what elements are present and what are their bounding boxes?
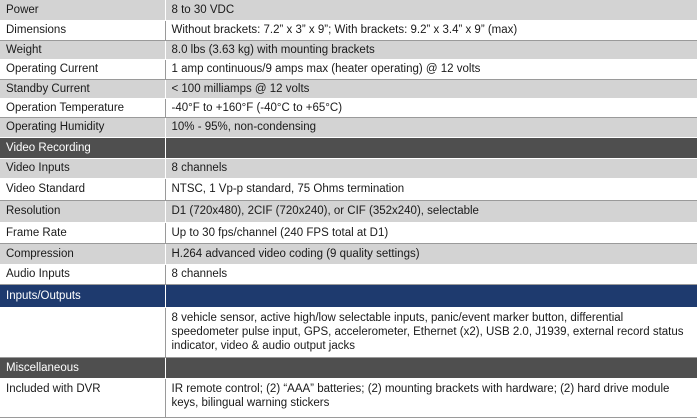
spec-row-inputs-outputs-detail (0, 307, 697, 357)
section-filler (165, 284, 697, 307)
section-header-video-recording (0, 137, 697, 158)
spec-row-operating-humidity (0, 117, 697, 137)
spec-value: < 100 milliamps @ 12 volts (165, 79, 697, 98)
spec-label: Power (0, 0, 165, 20)
section-filler (165, 137, 697, 158)
spec-row-resolution (0, 200, 697, 222)
spec-row-operation-temperature (0, 98, 697, 117)
spec-value: H.264 advanced video coding (9 quality settings) (165, 243, 697, 264)
spec-value: NTSC, 1 Vp-p standard, 75 Ohms termination (165, 178, 697, 200)
spec-row-operating-current (0, 59, 697, 79)
spec-label: Video Inputs (0, 158, 165, 178)
spec-label: Resolution (0, 200, 165, 222)
section-title: Video Recording (0, 137, 165, 158)
spec-label: Weight (0, 40, 165, 59)
spec-label: Included with DVR (0, 378, 165, 417)
section-title: Inputs/Outputs (0, 284, 165, 307)
spec-row-compression (0, 243, 697, 264)
spec-label: Operation Temperature (0, 98, 165, 117)
spec-value: 10% - 95%, non-condensing (165, 117, 697, 137)
spec-row-video-inputs (0, 158, 697, 178)
spec-label: Operating Humidity (0, 117, 165, 137)
spec-value: -40°F to +160°F (-40°C to +65°C) (165, 98, 697, 117)
spec-label: Frame Rate (0, 222, 165, 243)
spec-label: Dimensions (0, 20, 165, 40)
spec-row-dimensions (0, 20, 697, 40)
spec-row-weight (0, 40, 697, 59)
spec-row-audio-inputs (0, 264, 697, 284)
spec-label: Operating Current (0, 59, 165, 79)
spec-label: Standby Current (0, 79, 165, 98)
spec-value: 8 to 30 VDC (165, 0, 697, 20)
spec-value: 8 vehicle sensor, active high/low selectable inputs, panic/event marker button, differential speedometer pulse input, GPS, accelerometer, Ethernet (x2), USB 2.0, J1939, external record status indicator, video & audio output jacks (165, 307, 697, 357)
section-header-inputs-outputs (0, 284, 697, 307)
spec-row-video-standard (0, 178, 697, 200)
spec-row-frame-rate (0, 222, 697, 243)
spec-value: 1 amp continuous/9 amps max (heater operating) @ 12 volts (165, 59, 697, 79)
spec-value: Without brackets: 7.2” x 3” x 9”; With brackets: 9.2” x 3.4” x 9” (max) (165, 20, 697, 40)
spec-label: Audio Inputs (0, 264, 165, 284)
spec-label: Compression (0, 243, 165, 264)
spec-label: Video Standard (0, 178, 165, 200)
spec-row-power (0, 0, 697, 20)
spec-value: D1 (720x480), 2CIF (720x240), or CIF (352x240), selectable (165, 200, 697, 222)
spec-value: 8.0 lbs (3.63 kg) with mounting brackets (165, 40, 697, 59)
spec-value: 8 channels (165, 158, 697, 178)
spec-value: Up to 30 fps/channel (240 FPS total at D1) (165, 222, 697, 243)
section-filler (165, 357, 697, 378)
spec-label (0, 307, 165, 357)
spec-value: IR remote control; (2) “AAA” batteries; (2) mounting brackets with hardware; (2) hard drive module keys, bilingual warning stickers (165, 378, 697, 417)
section-header-miscellaneous (0, 357, 697, 378)
spec-row-standby-current (0, 79, 697, 98)
spec-value: 8 channels (165, 264, 697, 284)
section-title: Miscellaneous (0, 357, 165, 378)
spec-row-included-with-dvr (0, 378, 697, 417)
